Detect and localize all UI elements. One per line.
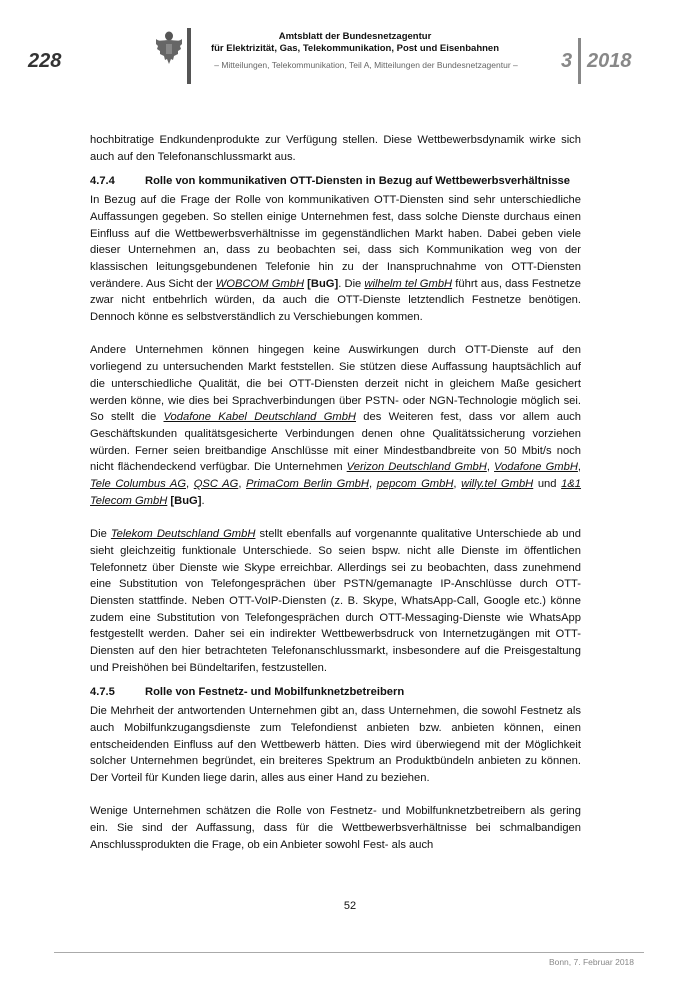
header-title-line2: für Elektrizität, Gas, Telekommunikation, Post und Eisenbahnen	[210, 42, 500, 54]
company-link[interactable]: Vodafone GmbH	[494, 461, 578, 474]
header-title	[196, 31, 514, 54]
company-link[interactable]: Telekom Deutschland GmbH	[110, 528, 256, 541]
header-page-number: 228	[28, 50, 62, 72]
company-link[interactable]: Vodafone Kabel Deutschland GmbH	[163, 411, 357, 424]
section-title: Rolle von kommunikativen OTT-Diensten in Bezug auf Wettbewerbsverhältnisse	[145, 175, 571, 188]
bug-marker: [BuG]	[170, 494, 202, 507]
section-number: 4.7.5	[90, 686, 115, 699]
footer-divider	[54, 952, 644, 953]
bug-marker: [BuG]	[307, 277, 339, 290]
company-link[interactable]: PrimaCom Berlin GmbH	[246, 478, 369, 491]
company-link[interactable]: QSC AG	[193, 478, 239, 491]
paragraph-intro: hochbitratige Endkundenprodukte zur Verfügung stellen. Diese Wettbewerbsdynamik wirke sich auch auf den Telefonanschlussmarkt aus.	[90, 134, 581, 163]
paragraph-ott-views: In Bezug auf die Frage der Rolle von kommunikativen OTT-Diensten sind sehr unterschiedliche Auffassungen gegeben. So stellen einige Unternehmen fest, dass solche Dienste durchaus einen Einfluss auf die Wettbewerbsverhältnisse im gegenständlichen Markt haben. Dabei geben viele dieser Unternehmen an, dass zu beobachten sei, dass sich Kommunikation weg von der klassischen leitungsgebundenen Telefonie hin zu der Inanspruchnahme von OTT-Diensten verändere. Aus Sicht der WOBCOM GmbH [BuG]. Die wilhelm tel GmbH führt aus, dass Festnetze zwar nicht entbehrlich würden, da auch die OTT-Dienste letztendlich Festnetze benötigen. Dennoch könne es selbstverständlich zu Verschiebungen kommen.	[90, 194, 581, 324]
company-link[interactable]: pepcom GmbH	[376, 478, 454, 491]
section-heading-4-7-4	[90, 173, 581, 190]
paragraph-telekom: Die Telekom Deutschland GmbH stellt ebenfalls auf vorgenannte qualitative Unterschiede ab und sieht gleichzeitig funktionale Unterschiede. So seien bspw. nicht alle Dienste im öffentlichen Telefonnetz über Dienste wie Skype erreichbar. Allerdings sei zu beobachten, dass zunehmend eine Substitution von Telefongesprächen über PSTN/gemanagte IP-Anschlüsse durch OTT-Diensten stattfinde. Neben OTT-VoIP-Diensten (z. B. Skype, WhatsApp-Call, Google etc.) könne zudem eine Substitution von Telefongesprächen durch OTT-Messaging-Dienste wie WhatsApp festgestellt werden. Daher sei ein indirekter Wettbewerbsdruck von Internetzugängen mit OTT-Diensten auf den hier betrachteten Telefonanschlussmarkt, insbesondere auf die Preisgestaltung und Preishöhen bei Bündeltarifen, festzustellen.	[90, 528, 581, 674]
company-link[interactable]: wilhelm tel GmbH	[364, 277, 453, 290]
company-link[interactable]: willy.tel GmbH	[461, 478, 534, 491]
company-link[interactable]: Tele Columbus AG	[90, 478, 187, 491]
section-heading-4-7-5	[90, 684, 581, 701]
header-divider-right	[578, 38, 581, 84]
header-title-line1: Amtsblatt der Bundesnetzagentur	[278, 31, 432, 42]
company-link[interactable]: Verizon Deutschland GmbH	[346, 461, 487, 474]
federal-eagle-icon	[154, 30, 184, 66]
paragraph-no-impact: Andere Unternehmen können hingegen keine Auswirkungen durch OTT-Dienste auf den vorliegend zu untersuchenden Markt feststellen. Sie stützen diese Auffassung hauptsächlich auf die unterschiedliche Qualität, die bei OTT-Diensten derzeit nicht in gleichem Maße gesichert werden könne, wie dies bei Sprachverbindungen über PSTN- oder NGN-Technologie möglich sei. So stellt die Vodafone Kabel Deutschland GmbH des Weiteren fest, dass vor allem auch Geschäftskunden qualitätsgesicherte Verbindungen denen ohne Qualitätssicherung vorziehen würden. Ferner seien breitbandige Anschlüsse mit einer Mindestbandbreite von 50 Mbit/s noch nicht flächendeckend verfügbar. Die Unternehmen Verizon Deutschland GmbH, Vodafone GmbH, Tele Columbus AG, QSC AG, PrimaCom Berlin GmbH, pepcom GmbH, willy.tel GmbH und 1&1 Telecom GmbH [BuG].	[90, 344, 582, 507]
section-title: Rolle von Festnetz- und Mobilfunknetzbetreibern	[145, 686, 405, 699]
page-content	[90, 132, 581, 853]
paragraph-majority: Die Mehrheit der antwortenden Unternehmen gibt an, dass Unternehmen, die sowohl Festnetz als auch Mobilfunkzugangsdienste zum Telefondienst anbieten bzw. anbieten können, einen entscheidenden Einfluss auf den Wettbewerb hätten. Dies wird überwiegend mit der Möglichkeit solcher Unternehmen begründet, ein breiteres Spektrum an Produktbündeln anbieten zu können. Der Vorteil für Kunden liege darin, alles aus einer Hand zu beziehen.	[90, 705, 581, 784]
section-number: 4.7.4	[90, 175, 115, 188]
header-issue-number: 3	[561, 50, 573, 72]
header-year: 2018	[587, 50, 632, 72]
company-link[interactable]: WOBCOM GmbH	[215, 277, 305, 290]
header-subtitle: – Mitteilungen, Telekommunikation, Teil A, Mitteilungen der Bundesnetzagentur –	[214, 60, 518, 70]
company-link[interactable]: 1&1 Telecom GmbH	[90, 478, 582, 507]
paragraph-minority: Wenige Unternehmen schätzen die Rolle von Festnetz- und Mobilfunknetzbetreibern als gering ein. Sie sind der Auffassung, dass für die Wettbewerbsverhältnisse bei schmalbandigen Anschlussprodukten die Frage, ob ein Anbieter sowohl Fest- als auch	[90, 805, 581, 851]
page-number-footer: 52	[343, 900, 357, 912]
footer-date: Bonn, 7. Februar 2018	[548, 957, 634, 967]
header-divider-left	[187, 28, 191, 84]
